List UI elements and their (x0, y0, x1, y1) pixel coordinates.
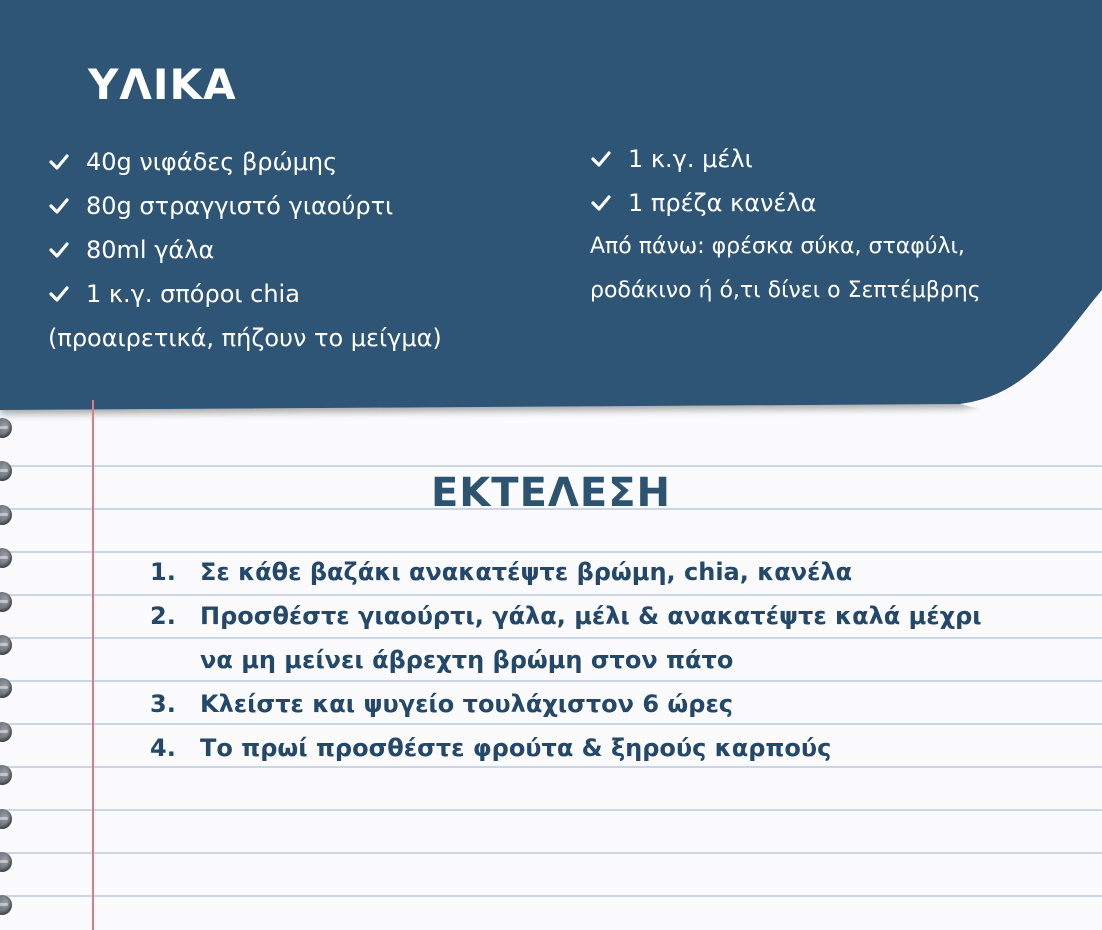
step-number: 3. (150, 690, 176, 718)
ingredient-label: 80ml γάλα (86, 236, 215, 264)
ingredient-label: 1 πρέζα κανέλα (628, 189, 817, 217)
check-icon (48, 195, 70, 217)
step-number: 1. (150, 558, 176, 586)
ingredient-item (48, 228, 442, 272)
method-step (150, 550, 1000, 594)
ingredient-item (48, 184, 442, 228)
binder-hole-icon (0, 852, 12, 872)
method-step (150, 726, 1000, 770)
ingredient-item (590, 181, 981, 225)
ingredient-label: 1 κ.γ. μέλι (628, 145, 753, 173)
topping-note-line-2: ροδάκινο ή ό,τι δίνει ο Σεπτέμβρης (590, 278, 981, 303)
step-text: Το πρωί προσθέστε φρούτα & ξηρούς καρπούς (200, 734, 832, 762)
ingredients-title: ΥΛΙΚΑ (88, 60, 237, 109)
binder-hole-icon (0, 678, 12, 698)
step-text: Κλείστε και ψυγείο τουλάχιστον 6 ώρες (200, 690, 734, 718)
binder-holes (0, 0, 20, 930)
ingredient-item (590, 137, 981, 181)
check-icon (590, 192, 612, 214)
binder-hole-icon (0, 635, 12, 655)
ingredient-label: 40g νιφάδες βρώμης (86, 148, 338, 176)
step-text: Σε κάθε βαζάκι ανακατέψτε βρώμη, chia, κανέλα (200, 558, 853, 586)
check-icon (48, 283, 70, 305)
step-number: 2. (150, 602, 176, 630)
step-number: 4. (150, 734, 176, 762)
binder-hole-icon (0, 765, 12, 785)
check-icon (48, 151, 70, 173)
method-title: ΕΚΤΕΛΕΣΗ (430, 470, 671, 516)
topping-note-line-1: Από πάνω: φρέσκα σύκα, σταφύλι, (590, 234, 965, 259)
binder-hole-icon (0, 809, 12, 829)
binder-hole-icon (0, 548, 12, 568)
ingredients-right-list (590, 137, 981, 313)
check-icon (48, 239, 70, 261)
step-text: Προσθέστε γιαούρτι, γάλα, μέλι & ανακατέψτε καλά μέχρι να μη μείνει άβρεχτη βρώμη στον πάτο (200, 602, 982, 674)
method-step (150, 594, 1000, 682)
check-icon (590, 148, 612, 170)
binder-hole-icon (0, 722, 12, 742)
ingredient-item (48, 140, 442, 184)
ingredient-label: 1 κ.γ. σπόροι chia (86, 280, 300, 308)
ingredient-label: 80g στραγγιστό γιαούρτι (86, 192, 394, 220)
method-steps-list (150, 550, 1000, 770)
binder-hole-icon (0, 418, 12, 438)
ingredient-note: (προαιρετικά, πήζουν το μείγμα) (48, 324, 442, 352)
ingredients-left-list (48, 140, 442, 360)
ingredient-item (48, 272, 442, 316)
method-step (150, 682, 1000, 726)
binder-hole-icon (0, 592, 12, 612)
binder-hole-icon (0, 895, 12, 915)
